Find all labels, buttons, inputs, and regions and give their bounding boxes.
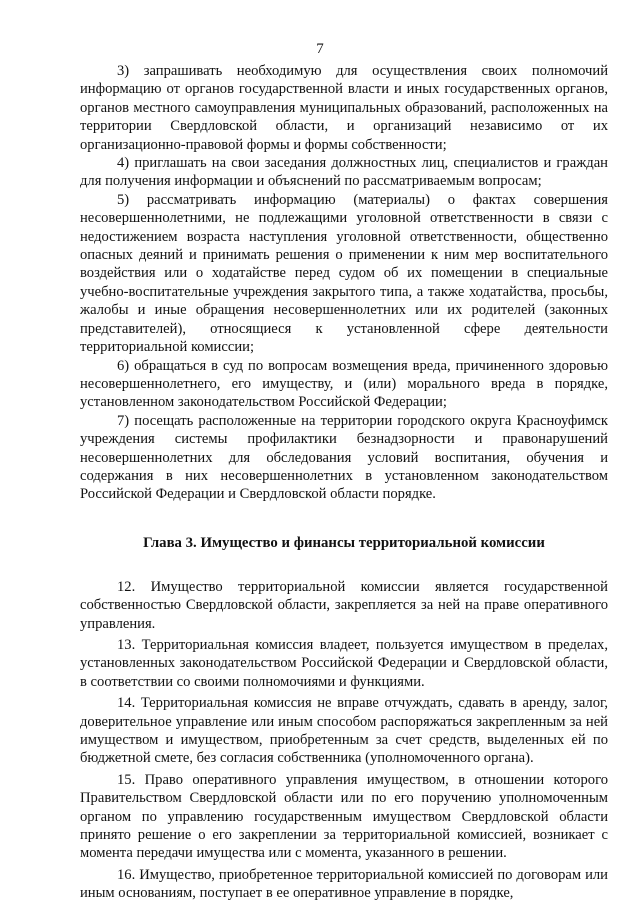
page-number: 7 xyxy=(316,41,324,57)
paragraph-16: 16. Имущество, приобретенное территориальной комиссией по договорам или иным основаниям, поступает в ее оперативное управление в порядке, xyxy=(80,866,608,902)
paragraph-item-5: 5) рассматривать информацию (материалы) о фактах совершения несовершеннолетними, не подлежащими уголовной ответственности в связи с недостижением возраста наступления уголовной ответственности, общественно опасных деяний и принимать решения о применении к ним мер воспитательного воздействия или о ходатайстве перед судом об их помещении в специальные учебно-воспитательные учреждения закрытого типа, а также ходатайства, просьбы, жалобы и иные обращения несовершеннолетних или их родителей (законных представителей), относящиеся к установленной сфере деятельности территориальной комиссии; xyxy=(80,191,608,356)
document-body xyxy=(80,62,608,906)
paragraph-item-4: 4) приглашать на свои заседания должностных лиц, специалистов и граждан для получения информации и объяснений по рассматриваемым вопросам; xyxy=(80,155,608,190)
paragraph-item-6: 6) обращаться в суд по вопросам возмещения вреда, причиненного здоровью несовершеннолетнего, его имуществу, и (или) морального вреда в порядке, установленном законодательством Российской Федерации; xyxy=(80,357,608,411)
powers-list xyxy=(80,62,608,504)
paragraph-14: 14. Территориальная комиссия не вправе отчуждать, сдавать в аренду, залог, доверительное управление или иным способом распоряжаться закрепленным за ней имуществом и имуществом, приобретенным за счет средств, выделенных ей по бюджетной смете, без согласия собственника (уполномоченного органа). xyxy=(80,695,608,767)
paragraph-12: 12. Имущество территориальной комиссии является государственной собственностью Свердловской области, закрепляется за ней на праве оперативного управления. xyxy=(80,578,608,632)
paragraph-item-7: 7) посещать расположенные на территории городского округа Красноуфимск учреждения системы профилактики безнадзорности и правонарушений несовершеннолетних для обследования условий воспитания, обучения и содержания в них несовершеннолетних в установленном законодательством Российской Федерации и Свердловской области порядке. xyxy=(80,412,608,503)
chapter-heading: Глава 3. Имущество и финансы территориальной комиссии xyxy=(143,534,545,551)
paragraph-item-3: 3) запрашивать необходимую для осуществления своих полномочий информацию от органов государственной власти и иных государственных органов, органов местного самоуправления муниципальных образований, расположенных на территории Свердловской области, и организаций независимо от их организационно-правовой формы и формы собственности; xyxy=(80,63,608,153)
property-section xyxy=(80,578,608,903)
paragraph-13: 13. Территориальная комиссия владеет, пользуется имуществом в пределах, установленных законодательством Российской Федерации и Свердловской области, в соответствии со своими полномочиями и функциями. xyxy=(80,636,608,690)
paragraph-15: 15. Право оперативного управления имуществом, в отношении которого Правительством Свердловской области или по его поручению уполномоченным органом по управлению государственным имуществом Свердловской области принято решение о его закреплении за территориальной комиссией, возникает с момента передачи имущества или с момента, указанного в решении. xyxy=(80,771,608,862)
